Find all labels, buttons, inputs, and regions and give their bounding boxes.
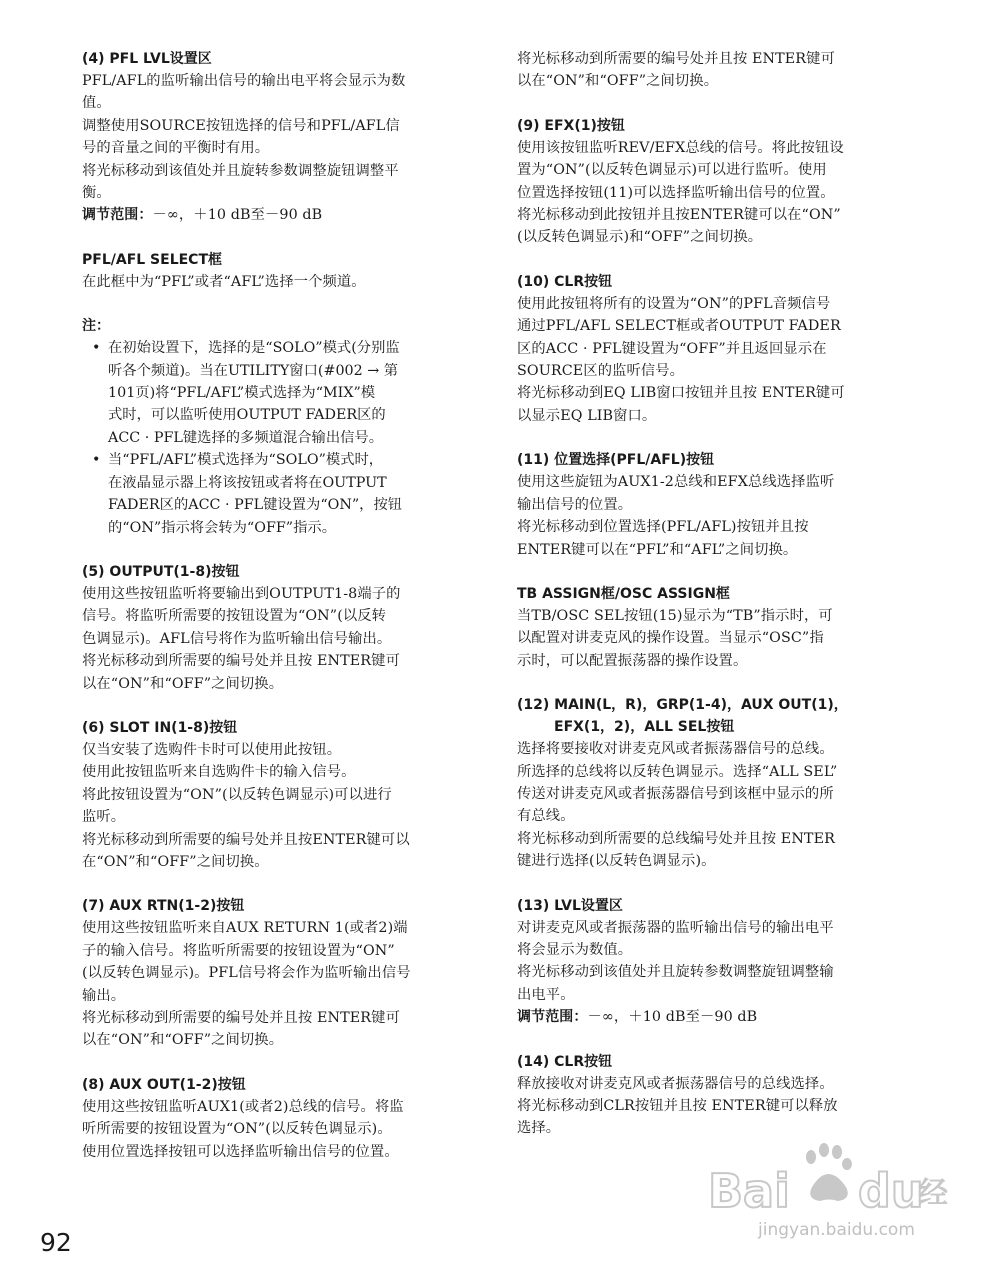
- text-line: (以反转色调显示)。PFL信号将会作为监听输出信号: [82, 965, 411, 982]
- text-line: 以配置对讲麦克风的操作设置。当显示“OSC”指: [517, 630, 824, 647]
- text-line: 使用这些按钮监听AUX1(或者2)总线的信号。将监: [82, 1098, 404, 1115]
- section-heading: (10) CLR按钮: [517, 273, 613, 290]
- text-line: 将光标移动到位置选择(PFL/AFL)按钮并且按: [517, 519, 809, 536]
- section-heading: (4) PFL LVL设置区: [82, 51, 212, 67]
- range-value: －∞，＋10 dB至－90 dB: [152, 207, 323, 224]
- note-bullet-2: [82, 449, 482, 539]
- text-line: 使用此按钮监听来自选购件卡的输入信号。: [82, 764, 356, 781]
- text-line: 衡。: [82, 185, 111, 202]
- section-bus-select-buttons: [517, 694, 917, 872]
- text-line: 将光标移动到该值处并且旋转参数调整旋钮调整输: [517, 964, 834, 981]
- text-line: 将光标移动到所需要的总线编号处并且按 ENTER: [517, 830, 835, 847]
- section-heading: PFL/AFL SELECT框: [82, 251, 223, 268]
- section-heading-continued: EFX(1，2)，ALL SEL按钮: [554, 719, 735, 736]
- text-line: 示时，可以配置振荡器的操作设置。: [517, 652, 748, 669]
- watermark-brand-text: Bai: [708, 1164, 790, 1218]
- section-tb-osc-assign: [517, 583, 917, 672]
- section-efx-button: [517, 115, 917, 249]
- section-note: [82, 315, 482, 539]
- section-heading: (14) CLR按钮: [517, 1053, 613, 1070]
- text-line: 调整使用SOURCE按钮选择的信号和PFL/AFL信: [82, 117, 400, 134]
- note-bullet-1: [82, 337, 482, 449]
- section-heading: (9) EFX(1)按钮: [517, 117, 625, 134]
- range-line: [517, 1006, 917, 1028]
- text-line: 所选择的总线将以反转色调显示。选择“ALL SEL”: [517, 763, 838, 780]
- text-line: 以在“ON”和“OFF”之间切换。: [517, 73, 719, 90]
- page-number: 92: [40, 1228, 72, 1257]
- range-value: －∞，＋10 dB至－90 dB: [587, 1009, 758, 1026]
- section-position-select: [517, 449, 917, 561]
- range-label: 调节范围：: [82, 207, 153, 224]
- text-line: 将光标移动到所需要的编号处并且按ENTER键可以: [82, 831, 410, 848]
- text-line: 当TB/OSC SEL按钮(15)显示为“TB”指示时，可: [517, 607, 833, 624]
- text-line: 使用此按钮将所有的设置为“ON”的PFL音频信号: [517, 295, 831, 312]
- text-line: 键进行选择(以反转色调显示)。: [517, 853, 716, 870]
- text-line: 在此框中为“PFL”或者“AFL”选择一个频道。: [82, 273, 366, 290]
- text-line: 值。: [82, 95, 111, 112]
- text-line: 出电平。: [517, 986, 575, 1003]
- right-column: [517, 48, 917, 1162]
- text-line: 通过PFL/AFL SELECT框或者OUTPUT FADER: [517, 318, 841, 335]
- section-clr-button: [517, 271, 917, 427]
- range-label: 调节范围：: [517, 1009, 588, 1026]
- text-line: 置为“ON”(以反转色调显示)可以进行监听。使用: [517, 162, 827, 179]
- section-heading: (7) AUX RTN(1-2)按钮: [82, 898, 245, 915]
- text-line: 将光标移动到此按钮并且按ENTER键可以在“ON”: [517, 207, 841, 224]
- text-line: 的“ON”指示将会转为“OFF”指示。: [108, 519, 336, 536]
- section-output-buttons: [82, 561, 482, 695]
- watermark-brand-text-2: du: [858, 1164, 924, 1218]
- text-line: 对讲麦克风或者振荡器的监听输出信号的输出电平: [517, 919, 834, 936]
- text-line: 输出信号的位置。: [517, 496, 633, 513]
- text-line: 仅当安装了选购件卡时可以使用此按钮。: [82, 741, 342, 758]
- text-line: 选择将要接收对讲麦克风或者振荡器信号的总线。: [517, 741, 834, 758]
- text-line: ENTER键可以在“PFL”和“AFL”之间切换。: [517, 541, 798, 558]
- text-line: 释放接收对讲麦克风或者振荡器信号的总线选择。: [517, 1075, 834, 1092]
- text-line: 将光标移动到EQ LIB窗口按钮并且按 ENTER键可: [517, 385, 845, 402]
- section-clr-button-2: [517, 1051, 917, 1140]
- left-column: [82, 48, 482, 1185]
- watermark-url: jingyan.baidu.com: [758, 1220, 915, 1240]
- text-line: 101页)将“PFL/AFL”模式选择为“MIX”模: [108, 385, 376, 402]
- text-line: 区的ACC · PFL键设置为“OFF”并且返回显示在: [517, 340, 827, 357]
- text-line: FADER区的ACC · PFL键设置为“ON”，按钮: [108, 497, 403, 514]
- text-line: 监听。: [82, 809, 126, 826]
- section-heading: (6) SLOT IN(1-8)按钮: [82, 719, 238, 736]
- paw-icon: [806, 1143, 852, 1201]
- text-line: 将光标移动到CLR按钮并且按 ENTER键可以释放: [517, 1098, 838, 1114]
- text-line: PFL/AFL的监听输出信号的输出电平将会显示为数: [82, 73, 406, 89]
- section-heading: (11) 位置选择(PFL/AFL)按钮: [517, 452, 715, 469]
- section-slot-in-buttons: [82, 717, 482, 873]
- section-heading: (5) OUTPUT(1-8)按钮: [82, 563, 240, 580]
- text-line: 子的输入信号。将监听所需要的按钮设置为“ON”: [82, 942, 395, 959]
- text-line: 将光标移动到该值处并且旋转参数调整旋钮调整平: [82, 162, 399, 179]
- range-line: [82, 204, 482, 226]
- section-lvl-setting: [517, 895, 917, 1029]
- text-line: 在液晶显示器上将该按钮或者将在OUTPUT: [108, 474, 387, 491]
- text-line: 色调显示)。AFL信号将作为监听输出信号输出。: [82, 630, 392, 647]
- text-line: 将光标移动到所需要的编号处并且按 ENTER键可: [517, 51, 835, 67]
- section-heading: (13) LVL设置区: [517, 897, 623, 914]
- text-line: SOURCE区的监听信号。: [517, 363, 685, 380]
- text-line: 使用这些旋钮为AUX1-2总线和EFX总线选择监听: [517, 474, 835, 491]
- text-line: 听各个频道)。当在UTILITY窗口(#002 → 第: [108, 362, 399, 379]
- text-line: 听所需要的按钮设置为“ON”(以反转色调显示)。: [82, 1121, 392, 1138]
- section-pfl-afl-select: [82, 249, 482, 293]
- baidu-watermark-logo: [708, 1135, 958, 1245]
- section-heading: (12) MAIN(L，R)，GRP(1-4)，AUX OUT(1)，: [517, 697, 848, 714]
- text-line: • 在初始设置下，选择的是“SOLO”模式(分别监: [108, 340, 400, 357]
- text-line: • 当“PFL/AFL”模式选择为“SOLO”模式时，: [108, 452, 384, 469]
- note-list: [82, 337, 482, 539]
- text-line: 以在“ON”和“OFF”之间切换。: [82, 675, 284, 692]
- text-line: 以显示EQ LIB窗口。: [517, 407, 657, 424]
- section-heading: TB ASSIGN框/OSC ASSIGN框: [517, 585, 730, 602]
- text-line: 在“ON”和“OFF”之间切换。: [82, 853, 269, 870]
- text-line: 号的音量之间的平衡时有用。: [82, 140, 270, 157]
- text-line: 选择。: [517, 1120, 561, 1137]
- section-aux-out-buttons: [82, 1074, 482, 1163]
- text-line: (以反转色调显示)和“OFF”之间切换。: [517, 229, 763, 246]
- text-line: 使用该按钮监听REV/EFX总线的信号。将此按钮设: [517, 139, 844, 156]
- text-line: 将光标移动到所需要的编号处并且按 ENTER键可: [82, 653, 400, 670]
- text-line: 传送对讲麦克风或者振荡器信号到该框中显示的所: [517, 785, 834, 802]
- text-line: 式时，可以监听使用OUTPUT FADER区的: [108, 407, 386, 424]
- text-line: 使用这些按钮监听来自AUX RETURN 1(或者2)端: [82, 920, 408, 937]
- section-aux-rtn-buttons: [82, 895, 482, 1051]
- watermark-jingyan-text: 经: [918, 1176, 948, 1211]
- text-line: 使用这些按钮监听将要输出到OUTPUT1-8端子的: [82, 585, 401, 602]
- text-line: 以在“ON”和“OFF”之间切换。: [82, 1032, 284, 1049]
- section-continued: [517, 48, 917, 93]
- section-pfl-lvl: [82, 48, 482, 227]
- text-line: 将会显示为数值。: [517, 941, 633, 958]
- text-line: 有总线。: [517, 808, 575, 825]
- text-line: 输出。: [82, 987, 126, 1004]
- text-line: 信号。将监听所需要的按钮设置为“ON”(以反转: [82, 608, 387, 625]
- note-heading: 注：: [82, 318, 110, 335]
- text-line: 将此按钮设置为“ON”(以反转色调显示)可以进行: [82, 786, 392, 803]
- text-line: 将光标移动到所需要的编号处并且按 ENTER键可: [82, 1010, 400, 1026]
- section-heading: (8) AUX OUT(1-2)按钮: [82, 1076, 246, 1093]
- text-line: ACC · PFL键选择的多频道混合输出信号。: [108, 429, 384, 446]
- text-line: 位置选择按钮(11)可以选择监听输出信号的位置。: [517, 184, 835, 201]
- text-line: 使用位置选择按钮可以选择监听输出信号的位置。: [82, 1143, 399, 1160]
